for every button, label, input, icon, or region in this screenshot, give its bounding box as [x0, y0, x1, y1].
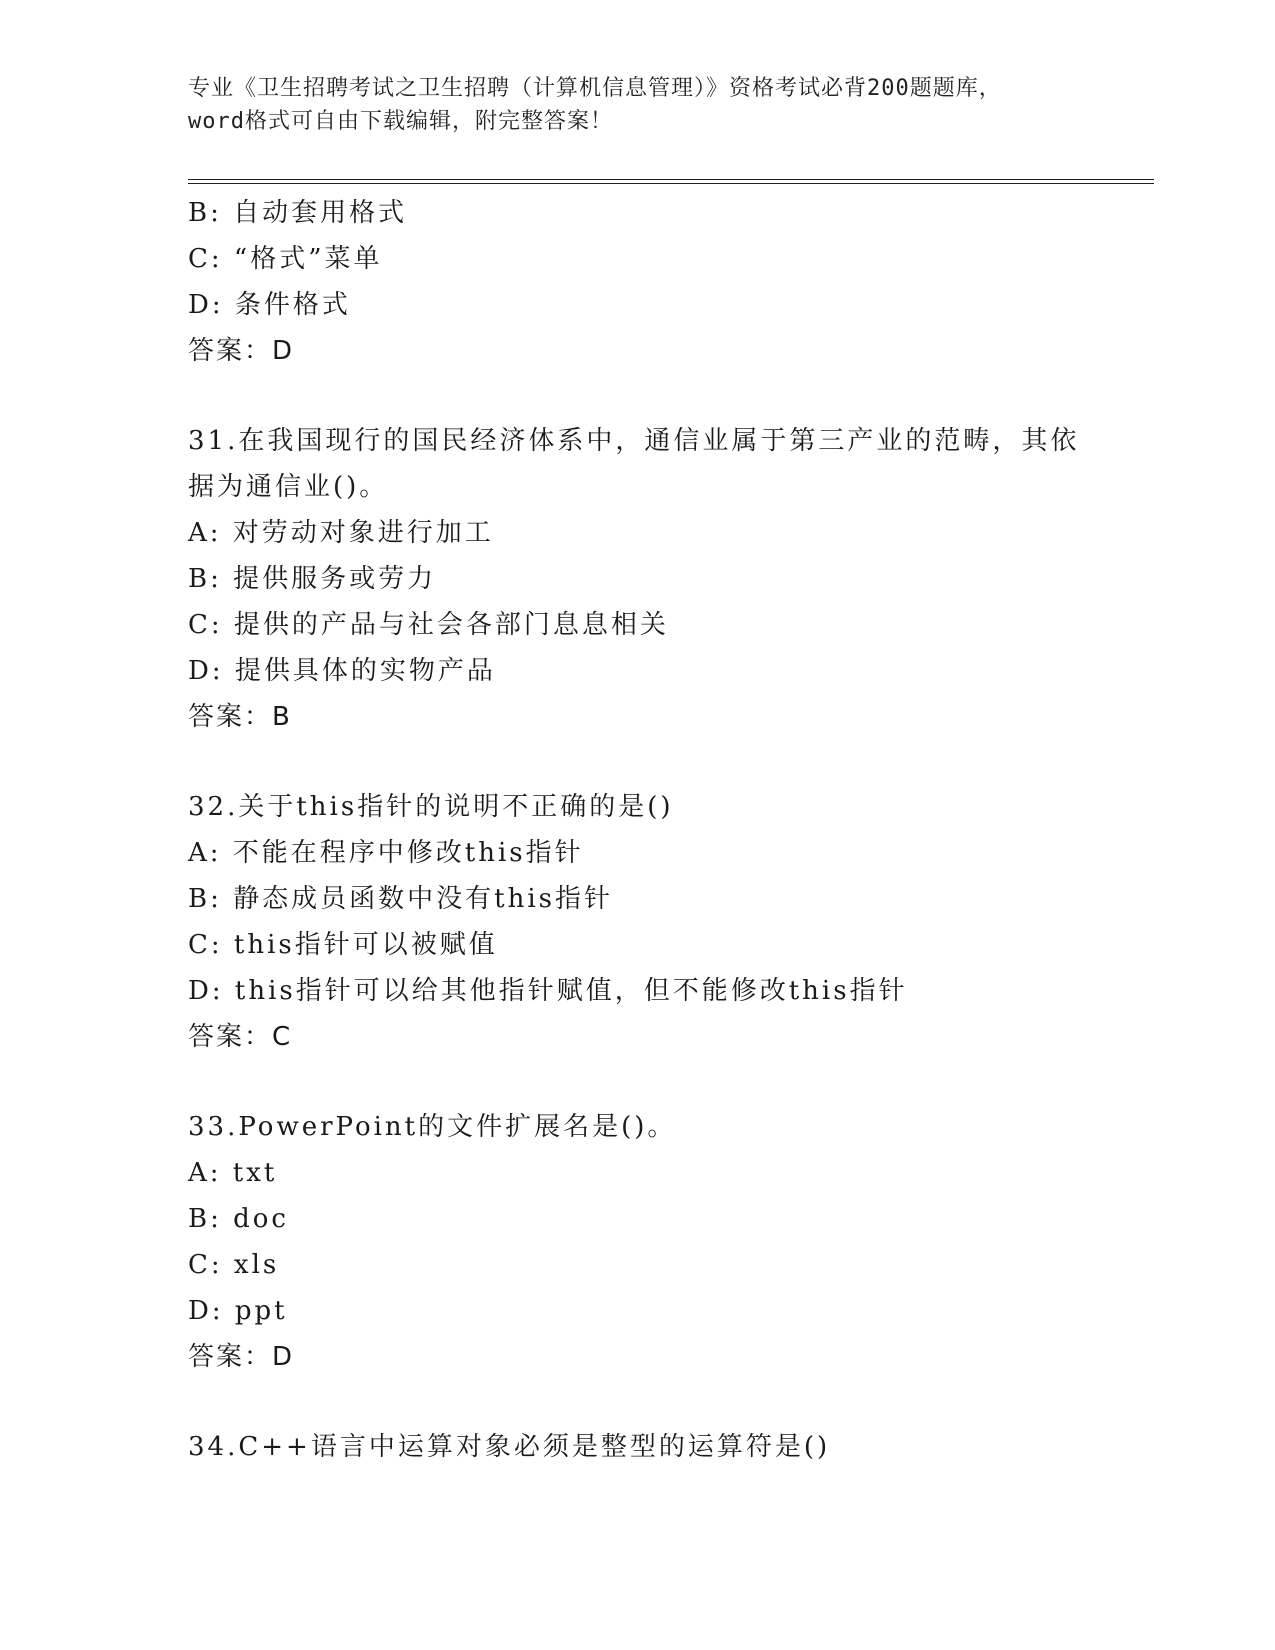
- option-a: A: 不能在程序中修改this指针: [188, 838, 584, 868]
- answer-label: 答案：C: [188, 1022, 293, 1052]
- option-d: D: ppt: [188, 1296, 288, 1326]
- question-stem: 32.关于this指针的说明不正确的是(): [188, 792, 674, 822]
- option-d: D: 提供具体的实物产品: [188, 656, 496, 686]
- option-c: C: “格式”菜单: [188, 244, 383, 274]
- header-title-line-2: word格式可自由下载编辑，附完整答案！: [188, 109, 613, 134]
- option-c: C: 提供的产品与社会各部门息息相关: [188, 610, 669, 640]
- question-block-32: [188, 784, 1128, 1060]
- option-c: C: xls: [188, 1250, 280, 1280]
- option-d: D: this指针可以给其他指针赋值，但不能修改this指针: [188, 976, 908, 1006]
- header-title-line-1: 专业《卫生招聘考试之卫生招聘（计算机信息管理）》资格考试必背200题题库，: [188, 76, 1002, 101]
- option-b: B: 提供服务或劳力: [188, 564, 437, 594]
- option-c: C: this指针可以被赋值: [188, 930, 498, 960]
- question-stem-continued: 据为通信业()。: [188, 472, 389, 502]
- question-stem: 34.C++语言中运算对象必须是整型的运算符是(): [188, 1432, 831, 1462]
- question-stem: 33.PowerPoint的文件扩展名是()。: [188, 1112, 677, 1142]
- option-b: B: 静态成员函数中没有this指针: [188, 884, 613, 914]
- question-list: [188, 190, 1128, 1470]
- question-block-34: [188, 1424, 1128, 1470]
- option-b: B: doc: [188, 1204, 289, 1234]
- option-a: A: txt: [188, 1158, 278, 1188]
- header-double-rule: [188, 179, 1154, 184]
- answer-label: 答案：D: [188, 1342, 295, 1372]
- answer-label: 答案：D: [188, 336, 295, 366]
- document-header: [188, 72, 1088, 138]
- question-block-33: [188, 1104, 1128, 1380]
- option-b: B: 自动套用格式: [188, 198, 408, 228]
- answer-label: 答案：B: [188, 702, 292, 732]
- question-block-31: [188, 418, 1128, 740]
- spacer: [188, 740, 1128, 784]
- spacer: [188, 1060, 1128, 1104]
- option-a: A: 对劳动对象进行加工: [188, 518, 494, 548]
- question-block-30: [188, 190, 1128, 374]
- spacer: [188, 374, 1128, 418]
- spacer: [188, 1380, 1128, 1424]
- option-d: D: 条件格式: [188, 290, 351, 320]
- question-stem: 31.在我国现行的国民经济体系中，通信业属于第三产业的范畴，其依: [188, 426, 1080, 456]
